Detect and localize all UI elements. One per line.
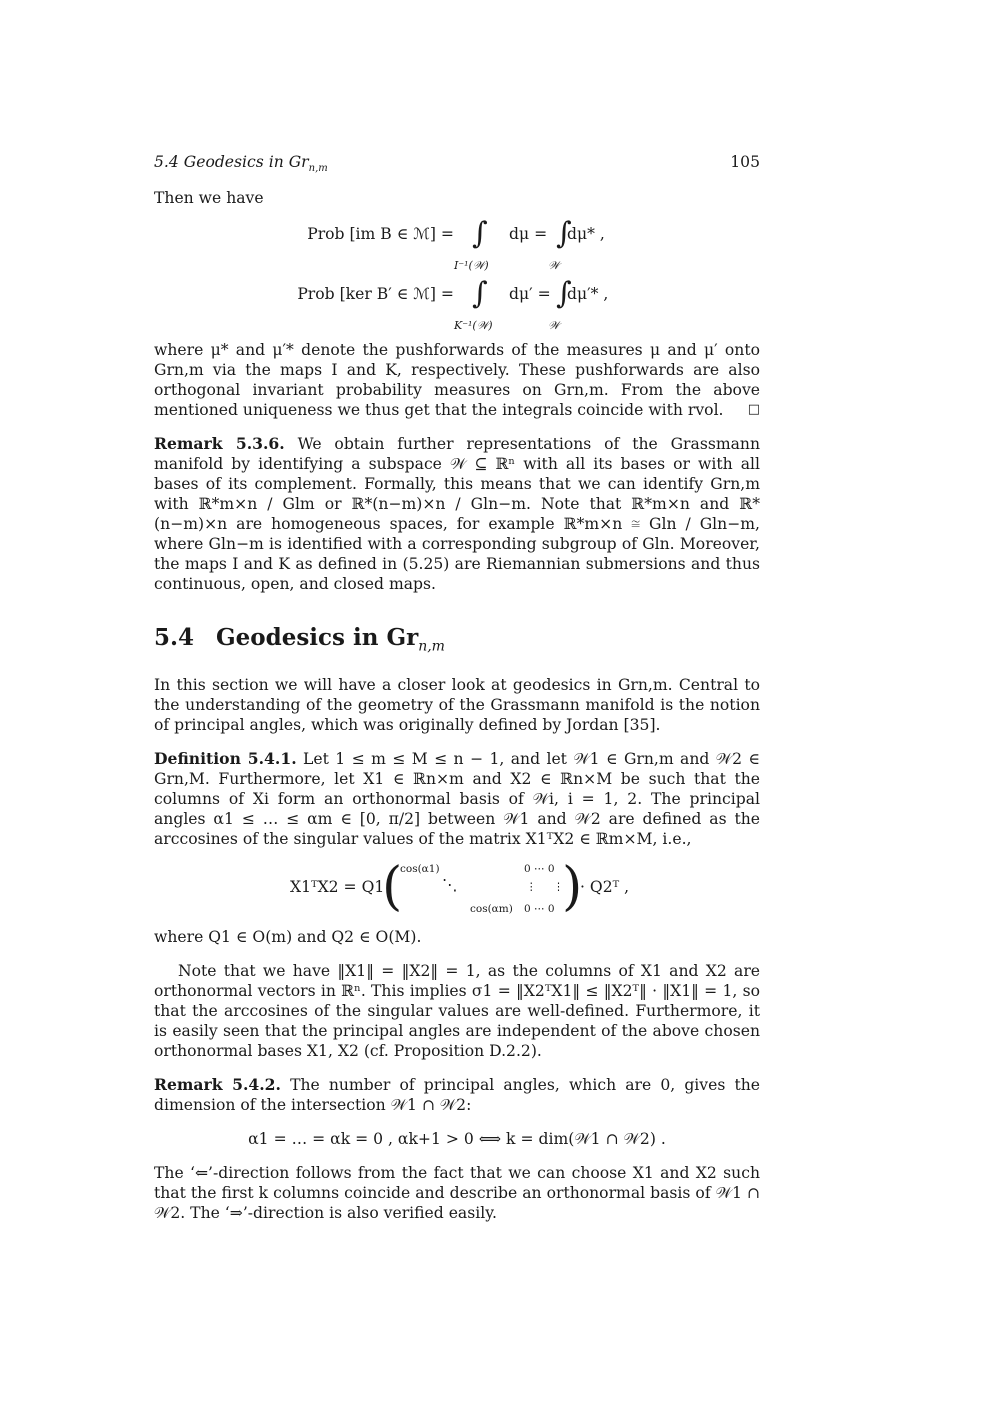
running-header <box>154 148 760 175</box>
eq1-mid: dμ = <box>509 225 548 243</box>
integral-sign: ∫ <box>556 276 572 311</box>
integral-sign: ∫ <box>472 216 488 251</box>
integral-sign: ∫ <box>472 276 488 311</box>
header-section: 5.4 Geodesics in $Gr_{n,m}$ <box>154 153 328 175</box>
definition-text: Let 1 ≤ m ≤ M ≤ n − 1, and let 𝒲1 ∈ Grn,m and 𝒲2 ∈ Grn,M. Furthermore, let X1 ∈ ℝn×m and X2 ∈ ℝn×M be such that the columns of Xi form an orthonormal basis of 𝒲i, i = 1, 2. The principal angles α1 ≤ … ≤ αm ∈ [0, π/2] between 𝒲1 and 𝒲2 are defined as the arccosines of the singular values of the matrix X1ᵀX2 ∈ ℝm×M, i.e., <box>154 749 760 848</box>
matrix-lhs: X1ᵀX2 = Q1 <box>290 877 385 896</box>
qed-symbol: □ <box>747 402 760 417</box>
equation-prob-kernel <box>154 274 760 334</box>
section-title: Geodesics in Gr <box>216 624 419 651</box>
eq2-int1-sub: K⁻¹(𝒲) <box>454 319 493 332</box>
definition-5-4-1 <box>154 749 760 849</box>
matrix-rhs: · Q2ᵀ , <box>580 877 630 896</box>
integral-sign: ∫ <box>556 216 572 251</box>
page-number: 105 <box>730 153 760 171</box>
paragraph-well-defined: Note that we have ‖X1‖ = ‖X2‖ = 1, as the columns of X1 and X2 are orthonormal vectors in ℝⁿ. This implies σ1 = ‖X2ᵀX1‖ ≤ ‖X2ᵀ‖ · ‖X1‖ = 1, so that the arccosines of the singular values are well-defined. Furthermore, it is easily seen that the principal angles are independent of the above chosen orthonormal bases X1, X2 (cf. Proposition D.2.2). <box>154 961 760 1060</box>
equation-intersection: α1 = … = αk = 0 , αk+1 > 0 ⟺ k = dim(𝒲1 ∩ 𝒲2) . <box>248 1129 666 1148</box>
paragraph-pushforwards-text: where μ* and μ′* denote the pushforwards of the measures μ and μ′ onto Grn,m via the maps I and K, respectively. These pushforwards are also orthogonal invariant probability measures on Grn,m. From the above mentioned uniqueness we thus get that the integrals coincide with rvol. <box>154 341 760 419</box>
right-paren: ) <box>562 856 583 917</box>
eq1-int1-sub: I⁻¹(𝒲) <box>454 259 489 272</box>
matrix-zeros-bottom: 0 ⋯ 0 <box>524 902 555 915</box>
remark-text: We obtain further representations of the Grassmann manifold by identifying a subspace 𝒲 ⊆ ℝⁿ with all its bases or with all bases of its complement. Formally, this means that we can identify Grn,m with ℝ*m×n / Glm or ℝ*(n−m)×n / Gln−m. Note that ℝ*m×n and ℝ*(n−m)×n are homogeneous spaces, for example ℝ*m×n ≅ Gln / Gln−m, where Gln−m is identified with a corresponding subgroup of Gln. Moreover, the maps I and K as defined in (5.25) are Riemannian submersions and thus continuous, open, and closed maps. <box>154 435 760 593</box>
section-heading: 5.4 Geodesics in $Gr_{n,m}$ <box>154 624 445 655</box>
matrix-diag-dots: ⋱ <box>442 875 458 894</box>
eq2-rhs: dμ′* , <box>567 285 609 303</box>
definition-label: Definition 5.4.1. <box>154 748 297 768</box>
left-paren: ( <box>382 856 403 917</box>
eq2-mid: dμ′ = <box>509 285 551 303</box>
remark-text: The number of principal angles, which are 0, gives the dimension of the intersection 𝒲1 ∩ 𝒲2: <box>154 1075 760 1114</box>
remark-5-4-2 <box>154 1075 760 1115</box>
eq1-lhs: Prob [im B ∈ ℳ] = <box>307 225 454 243</box>
paragraph-orthogonal: where Q1 ∈ O(m) and Q2 ∈ O(M). <box>154 927 422 946</box>
remark-label: Remark 5.4.2. <box>154 1074 281 1094</box>
section-number: 5.4 <box>154 624 195 651</box>
matrix-entry-top: cos(α1) <box>400 862 440 875</box>
equation-prob-image <box>154 214 760 274</box>
remark-label: Remark 5.3.6. <box>154 434 285 453</box>
paragraph-pushforwards <box>154 340 760 420</box>
page <box>154 148 760 1223</box>
eq2-int2-sub: 𝒲 <box>548 319 560 332</box>
matrix-zeros-mid: ⋮ ⋮ <box>526 880 564 893</box>
matrix-zeros-top: 0 ⋯ 0 <box>524 862 555 875</box>
paragraph-direction: The ‘⇐’-direction follows from the fact that we can choose X1 and X2 such that the first k columns coincide and describe an orthonormal basis of 𝒲1 ∩ 𝒲2. The ‘⇒’-direction is also verified easily. <box>154 1163 760 1222</box>
matrix-entry-bottom: cos(αm) <box>470 902 513 915</box>
matrix-equation <box>154 856 760 919</box>
remark-5-3-6 <box>154 434 760 594</box>
paragraph-section-intro: In this section we will have a closer look at geodesics in Grn,m. Central to the understanding of the geometry of the Grassmann manifold is the notion of principal angles, which was originally defined by Jordan [35]. <box>154 675 760 734</box>
intro-text: Then we have <box>154 189 264 207</box>
eq1-rhs: dμ* , <box>567 225 605 243</box>
eq2-lhs: Prob [ker B′ ∈ ℳ] = <box>297 285 454 303</box>
equation-block-prob <box>154 214 760 334</box>
eq1-int2-sub: 𝒲 <box>548 259 560 272</box>
